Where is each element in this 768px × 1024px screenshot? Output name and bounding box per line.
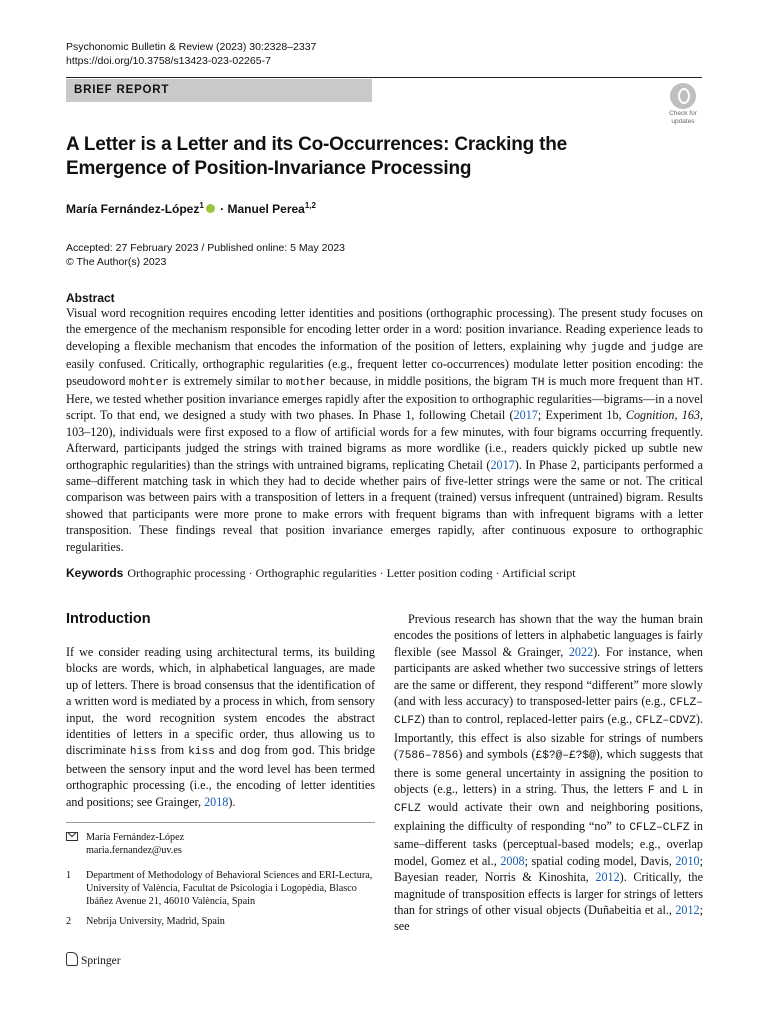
body-text: and: [654, 782, 682, 797]
footnote-mark: 2: [66, 916, 72, 927]
code-word: dog: [240, 746, 261, 759]
abstract-text: is much more frequent than: [544, 373, 687, 388]
body-text: ).: [228, 794, 236, 809]
header-rule: [66, 77, 702, 78]
affiliation-mark: 1,2: [304, 201, 316, 210]
body-text: ; spatial coding model, Davis,: [524, 853, 676, 868]
code-word: F: [647, 785, 655, 798]
body-text: in: [688, 782, 703, 797]
body-text: ; see: [394, 902, 703, 934]
check-updates-line2: updates: [671, 118, 695, 125]
code-word: mohter: [128, 376, 169, 389]
code-word: jugde: [590, 341, 625, 354]
body-text: ) than to control, replaced-letter pairs (e.g.,: [420, 712, 636, 727]
code-word: judge: [650, 341, 684, 354]
body-text: ). Importantly, this effect is also sizable for strings of numbers (: [394, 712, 703, 762]
author-separator: ·: [216, 202, 228, 216]
abstract-text: . Here, we tested whether position invariance emerges rapidly after the exposition to orthographic regularities—bigrams—in a novel script. To that end, we designed a study with two phases. In Phase 1, following Chetail (: [66, 373, 704, 423]
abstract-text: ). In Phase 2, participants performed a same–different matching task in which they had to decide whether pairs of five-letter strings were the same or not. The critical comparison was between pairs with a transposition of letters in a frequent (trained) versus infrequent (untrained) bigram. Results showed that participants were more prone to make errors with frequent bigrams than with infrequent bigrams with a letter transposition. These findings reveal that position invariance emerges rapidly, after continuous exposure to orthographic regularities.: [66, 457, 703, 554]
code-word: CFLZ–CLFZ: [629, 821, 690, 834]
citation-link[interactable]: 2017: [513, 408, 538, 423]
code-word: mother: [286, 376, 327, 389]
body-text: in same–different tasks (perceptual-based models; e.g., overlap model, Gomez et al.,: [394, 818, 703, 868]
body-text: . This bridge between the sensory input and the word level has been termed orthographic processing (i.e., the encoding of letter identities and positions; see Grainger,: [66, 743, 376, 809]
abstract-text: , 103–120), individuals were first exposed to a flow of artificial words for a few minutes, with four bigrams occurring frequently. Afterward, participants judged the strings with trained bigrams as more wordlike (i.e., readers quickly picked up subtle new orthographic regularities) than the strings with untrained bigrams, replicating Chetail (: [66, 408, 704, 472]
article-type-banner: BRIEF REPORT: [66, 79, 372, 102]
code-word: £$?@–£?$@: [535, 750, 596, 763]
affiliation-footnote-2: [66, 915, 375, 928]
check-updates-line1: Check for: [669, 110, 697, 117]
publication-dates: [66, 241, 345, 269]
abstract-text: because, in middle positions, the bigram: [326, 373, 532, 388]
contact-footnote: [66, 831, 375, 857]
citation-link[interactable]: 2010: [675, 853, 700, 868]
abstract-heading: Abstract: [66, 291, 115, 305]
citation-link[interactable]: 2017: [490, 457, 515, 472]
code-word: CFLZ–CDVZ: [635, 715, 696, 728]
code-word: HT: [686, 376, 700, 389]
footnote-mark: 1: [66, 870, 72, 881]
affiliation-text: Nebrija University, Madrid, Spain: [86, 916, 225, 927]
code-word: L: [681, 785, 689, 798]
check-for-updates-badge[interactable]: [664, 83, 702, 125]
affiliation-footnote-1: [66, 869, 375, 909]
keywords-line: [66, 566, 576, 581]
affiliation-mark: 1: [199, 201, 204, 210]
orcid-icon[interactable]: [206, 204, 215, 213]
author-list: [66, 201, 316, 216]
body-text: and: [214, 743, 241, 758]
body-text: from: [156, 743, 189, 758]
envelope-icon: [66, 831, 78, 844]
intro-paragraph-2: [394, 611, 703, 935]
body-text: ). Critically, the magnitude of transposition effects is larger for strings of letters than for strings of other visual objects (Duñabeitia et al.,: [394, 870, 703, 917]
body-text: Previous research has shown that the way the human brain encodes the positions of letters in alphabetic languages is fairly flexible (see Massol & Grainger,: [394, 612, 703, 659]
keywords-label: Keywords: [66, 566, 124, 580]
body-text: If we consider reading using architectural terms, its building blocks are words, which, in alphabetical languages, are made up of letters. There is broad consensus that the identification of a written word is mediated by a process in which, from sensory input, the word recognition system encodes the abstract identities of letters in a specific order, thus allowing us to discriminate: [66, 645, 375, 758]
abstract-text: is extremely similar to: [168, 373, 287, 388]
history-dates: Accepted: 27 February 2023 / Published online: 5 May 2023: [66, 242, 346, 254]
body-text: would activate their own and neighboring positions, explaining the difficulty of responding “no” to: [394, 800, 703, 833]
check-updates-icon: [670, 83, 696, 109]
code-word: CFLZ–CLFZ: [394, 697, 703, 728]
copyright-line: © The Author(s) 2023: [66, 256, 167, 268]
contact-name: María Fernández-López: [86, 832, 185, 843]
article-title: A Letter is a Letter and its Co-Occurrences: Cracking the Emergence of Position-Invariance Processing: [66, 134, 568, 179]
journal-header: [66, 40, 316, 68]
body-text: ). For instance, when participants are asked whether two successive strings of letters are the same or different, they respond “different” more slowly (and with less accuracy) to transposed-letter pairs (e.g.,: [394, 644, 703, 709]
body-text: ) and symbols (: [458, 747, 536, 762]
code-word: 7586–7856: [398, 750, 459, 763]
abstract-text: ; Experiment 1b,: [537, 408, 626, 423]
publisher-logo: [66, 952, 121, 967]
intro-paragraph-1: [66, 644, 375, 810]
citation-link[interactable]: 2012: [595, 870, 620, 885]
code-word: TH: [531, 376, 545, 389]
abstract-text: are easily confused. Critically, orthographic regularities (e.g., frequent letter co-occurrences) modulate letter position encoding: the pseudoword: [66, 338, 703, 388]
journal-name-italic: Cognition: [625, 408, 675, 423]
citation-link[interactable]: 2018: [204, 794, 229, 809]
body-text: from: [260, 743, 292, 758]
citation-link[interactable]: 2012: [675, 902, 700, 917]
contact-email[interactable]: maria.fernandez@uv.es: [86, 845, 182, 857]
doi-link[interactable]: https://doi.org/10.3758/s13423-023-02265-7: [66, 55, 271, 67]
abstract-text: ,: [674, 408, 682, 423]
citation-link[interactable]: 2022: [568, 644, 594, 659]
abstract-text: Visual word recognition requires encoding letter identities and positions (orthographic processing). The present study focuses on the emergence of the mechanism responsible for encoding letter order in a word: position invariance. Reading experience leads to developing a flexible mechanism that encodes the information of the position of letters, explaining why: [66, 306, 703, 353]
body-text: ), which suggests that there is some general uncertainty in assigning the position to objects (e.g., letters) in a string. Thus, the letters: [394, 747, 703, 797]
abstract-text: and: [624, 338, 651, 353]
journal-citation: Psychonomic Bulletin & Review (2023) 30:2328–2337: [66, 41, 317, 53]
code-word: kiss: [188, 746, 215, 759]
code-word: god: [291, 746, 312, 759]
citation-link[interactable]: 2008: [500, 853, 525, 868]
body-text: ; Bayesian reader, Norris & Kinoshita,: [394, 853, 703, 885]
affiliation-text: Department of Methodology of Behavioral Sciences and ERI-Lectura, University of València, Facultat de Psicologia i Logopèdia, Blasco Ibáñez Avenue 21, 46010 València, Spain: [86, 870, 373, 908]
code-word: CFLZ: [394, 803, 421, 816]
footnote-rule: [66, 822, 375, 823]
code-word: hiss: [129, 746, 157, 759]
author-name[interactable]: María Fernández-López: [66, 202, 200, 216]
section-heading-introduction: Introduction: [66, 611, 151, 627]
keywords-text: Orthographic processing · Orthographic regularities · Letter position coding · Artificial script: [127, 566, 576, 580]
springer-horse-icon: [66, 952, 78, 966]
author-name[interactable]: Manuel Perea: [227, 202, 305, 216]
abstract-body: [66, 305, 703, 555]
volume-italic: 163: [681, 408, 700, 423]
publisher-name: Springer: [81, 955, 121, 967]
